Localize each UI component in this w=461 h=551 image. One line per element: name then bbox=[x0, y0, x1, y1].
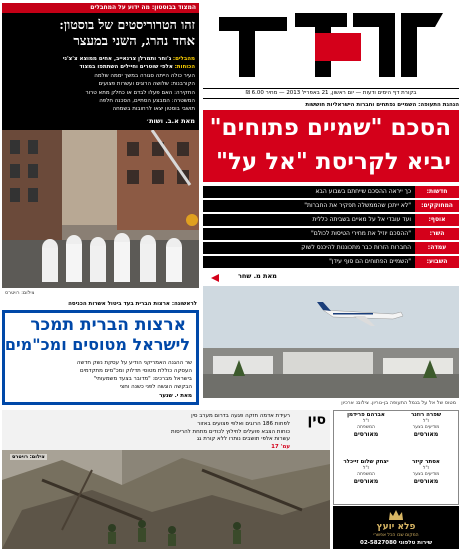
boston-line-2: הכוחות: אלפי שוטרים וחיילים השתתפו במצוד bbox=[79, 64, 195, 71]
china-tag: סין bbox=[307, 412, 326, 428]
china-line: כוחות הצבא פועלים לחילוץ לכודים מתחת להריסות bbox=[171, 428, 290, 435]
china-photo[interactable] bbox=[2, 450, 330, 549]
china-story-head bbox=[2, 410, 330, 450]
aviation-row-text: החברות הזרות כבר מתכוננות להיכנס לשוק bbox=[301, 244, 411, 251]
boston-line-3: העיר כולה הייתה סגורה במשך יממה שלמה bbox=[94, 72, 195, 79]
boston-line-7: תושבי בוסטון יצאו לרחובות בשמחה bbox=[112, 106, 195, 113]
aviation-row-label: עמדה: bbox=[415, 242, 459, 254]
crown-icon bbox=[388, 509, 404, 521]
aviation-headline-1: הסכם "שמיים פתוחים" bbox=[209, 115, 451, 141]
aviation-row[interactable] bbox=[203, 228, 459, 240]
aviation-credit: מאת מ. שחר bbox=[238, 272, 277, 280]
notice-line: ז"ל bbox=[362, 466, 370, 471]
aviation-row[interactable] bbox=[203, 256, 459, 268]
boston-summary-lines bbox=[5, 55, 195, 114]
newspaper-logo bbox=[203, 3, 459, 87]
us-story-block[interactable] bbox=[2, 310, 199, 405]
boston-title-2: אחד נהרג, השני במעצר bbox=[73, 34, 195, 49]
china-line: לפחות 186 הרוגים ואלפי פצועים באזור bbox=[197, 420, 290, 427]
notice-line: מודיעים בצער bbox=[412, 425, 440, 430]
aviation-row-label: אוסף: bbox=[415, 214, 459, 226]
aviation-credit-bar bbox=[203, 271, 459, 285]
aviation-row-label: השבוע: bbox=[415, 256, 459, 268]
china-page-ref: עמ' 17 bbox=[271, 444, 290, 451]
arrow-left-icon bbox=[211, 274, 219, 282]
us-headline-1: ארצות הברית תמכר bbox=[30, 315, 186, 335]
notice-line: ז"ל bbox=[362, 419, 370, 424]
notice-name: אסתר קיזר bbox=[412, 459, 440, 465]
boston-photo[interactable] bbox=[2, 130, 199, 288]
aviation-kicker: הנהגת התעופה: השמיים נפתחים וחברות הישראליות חוששות bbox=[305, 102, 459, 108]
notice-name: אברהם פרידמן bbox=[347, 412, 385, 418]
advert-phone: שירות טלפוני 02-5827080 bbox=[360, 540, 432, 546]
aviation-row[interactable] bbox=[203, 186, 459, 198]
aviation-row[interactable] bbox=[203, 214, 459, 226]
china-photo-credit: צילום: רויטרס bbox=[12, 454, 45, 460]
notice-name: יצחק שלום זייכלר bbox=[343, 459, 389, 465]
notice-item[interactable] bbox=[395, 412, 457, 458]
aviation-row-text: "לא ייתכן שהממשלה תפקיר את החברות" bbox=[304, 202, 411, 209]
aviation-row-text: ועד עובדי אל על מאיים בשביתה כללית bbox=[312, 216, 411, 223]
notice-line: ז"ל bbox=[422, 419, 430, 424]
us-line: בישראל מברכים: "מדובר בצעד משמעותי" bbox=[93, 376, 192, 382]
us-line: העסקה כוללת מטוסי תדלוק ומכ"מים מתקדמים bbox=[79, 368, 192, 374]
notice-status: מאורסים bbox=[413, 478, 439, 485]
boston-line-5: החקירה: האם פעלו לבדם או כחלק מתא טרור bbox=[85, 89, 195, 96]
us-line: שר ההגנה האמריקני הודיע על עסקת נשק חדשה bbox=[76, 360, 192, 366]
aviation-row[interactable] bbox=[203, 200, 459, 212]
notice-status: מאורסים bbox=[413, 431, 439, 438]
notice-item[interactable] bbox=[395, 459, 457, 505]
aviation-photo-caption: מטוס של אל על בנמל התעופה בן-גוריון. צילום: ארכיון bbox=[341, 400, 456, 406]
aviation-row-text: "ההסכם יוזיל את מחירי הטיסות לכולם" bbox=[310, 230, 411, 237]
notice-item[interactable] bbox=[335, 412, 397, 458]
us-kicker: לראשונה: ארצות הברית בעד ביטול אשרות הכניסה bbox=[68, 301, 197, 307]
boston-credit: מאת א.ב. ושות׳ bbox=[146, 117, 195, 125]
aviation-row[interactable] bbox=[203, 242, 459, 254]
boston-kicker: המצוד בבוסטון: מה ידוע על המחבלים bbox=[2, 3, 199, 13]
boston-line-4: הקורבנות: שלושה הרוגים ועשרות פצועים bbox=[98, 81, 195, 88]
advert-pele-yoetz[interactable] bbox=[333, 506, 459, 549]
boston-line-1: מהבלים: ג'וחר ותמרלן צרנאייב, אחים ממוצא צ'צ'ני bbox=[62, 56, 195, 62]
boston-line-6: המשטרה: המבצע הסתיים, הסכנה חלפה bbox=[99, 98, 195, 105]
notice-line: ז"ל bbox=[422, 466, 430, 471]
notice-line: המשפחה bbox=[357, 472, 375, 477]
china-summary-lines bbox=[30, 413, 290, 452]
advert-subtitle: המקום שבו הכל אפשרי bbox=[373, 533, 419, 538]
boston-photo-caption: צילום: רויטרס bbox=[5, 290, 35, 296]
aviation-headline-2: יביא לקריסת "אל על" bbox=[215, 149, 451, 175]
us-line: הבקשה הוגשה לפני כשנה וחצי bbox=[119, 384, 192, 390]
notice-status: מאורסים bbox=[353, 431, 379, 438]
us-summary-lines bbox=[7, 359, 192, 391]
aviation-headline-block[interactable] bbox=[203, 110, 459, 182]
aviation-row-label: המחוקקים: bbox=[415, 200, 459, 212]
aviation-photo[interactable] bbox=[203, 286, 459, 398]
aviation-row-label: חדשות: bbox=[415, 186, 459, 198]
notice-line: המשפחה bbox=[357, 425, 375, 430]
advert-name: פלא יועץ bbox=[376, 522, 416, 532]
us-headline-2: לישראל מטוסים ומכ"מים bbox=[4, 335, 190, 354]
china-line: עשרות אלפי תושבים נותרו ללא קורת גג bbox=[196, 436, 290, 443]
aviation-row-label: השר: bbox=[415, 228, 459, 240]
us-credit: מאת י. שנער bbox=[159, 393, 192, 399]
notice-item[interactable] bbox=[335, 459, 397, 505]
china-story-block[interactable] bbox=[2, 410, 330, 549]
notice-status: מאורסים bbox=[353, 478, 379, 485]
boston-title-1: זהו הטרוריסטים של בוסטון: bbox=[59, 17, 195, 32]
aviation-row-text: "השמיים הפתוחים הם סוף עידן" bbox=[329, 258, 411, 265]
notice-name: שפרה רוזנר bbox=[411, 412, 441, 418]
aviation-row-text: כך ייראה ההסכם שייחתם בשבוע הבא bbox=[315, 188, 411, 195]
issue-line: בקורת דף הימים ודעות — יום ראשון, 21 באפריל 2013 — מחיר 6.00 ₪ bbox=[203, 88, 459, 99]
boston-headline-block[interactable] bbox=[2, 13, 199, 130]
notices-box bbox=[333, 410, 459, 505]
china-line: רעידת אדמה חזקה פגעה בדרום מערב סין bbox=[191, 413, 290, 419]
notice-line: מודיעים בצער bbox=[412, 472, 440, 477]
